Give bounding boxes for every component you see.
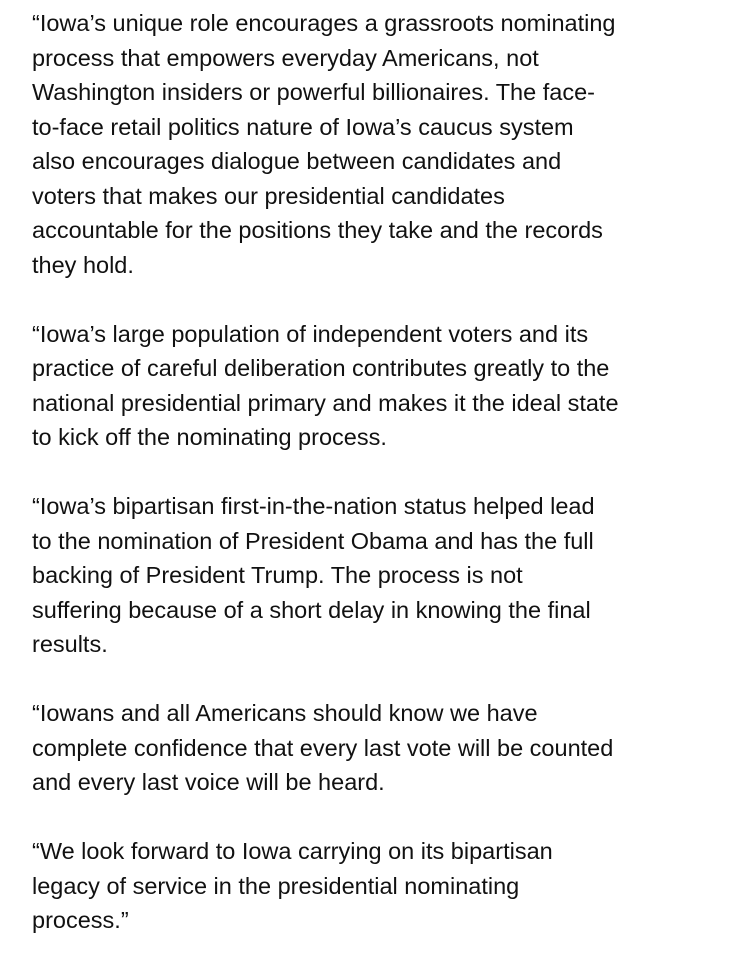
paragraph-grassroots-role: “Iowa’s unique role encourages a grassroots nominating process that empowers everyday Americans, not Washington insiders or powerful billionaires. The face- to-face retail politics nature of Iowa’s caucus system also encourages dialogue between candidates and voters that makes our presidential candidates accountable for the positions they take and the records they hold.	[32, 10, 616, 278]
statement-document	[32, 6, 732, 972]
paragraph-independent-voters: “Iowa’s large population of independent voters and its practice of careful deliberation contributes greatly to the national presidential primary and makes it the ideal state to kick off the nominating process.	[32, 320, 619, 450]
paragraph-closing: “We look forward to Iowa carrying on its bipartisan legacy of service in the presidential nominating process.”	[32, 838, 553, 933]
paragraph-bipartisan-status: “Iowa’s bipartisan first-in-the-nation status helped lead to the nomination of President Obama and has the full backing of President Trump. The process is not suffering because of a short delay in knowing the final results.	[32, 493, 595, 657]
paragraph-vote-confidence: “Iowans and all Americans should know we have complete confidence that every last vote will be counted and every last voice will be heard.	[32, 700, 614, 795]
